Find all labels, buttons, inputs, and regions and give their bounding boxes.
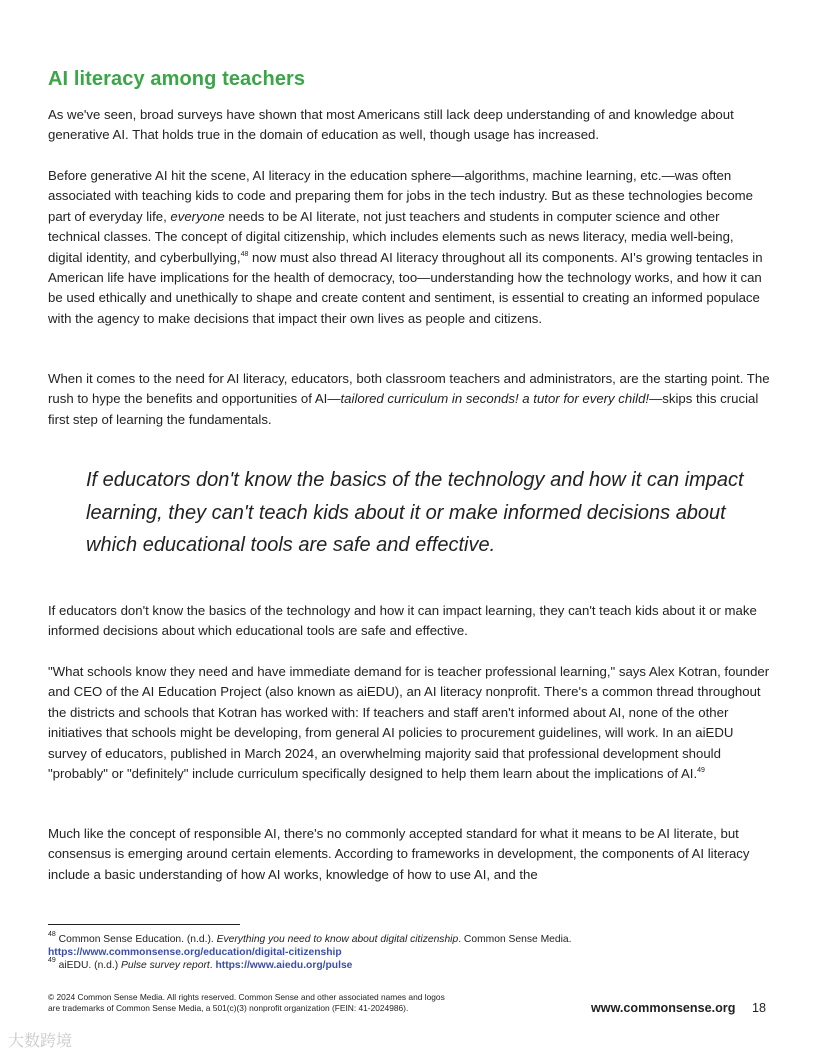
page-number: 18: [752, 1001, 767, 1015]
footer-copyright: © 2024 Common Sense Media. All rights reserved. Common Sense and other associated names and logos are trademarks of Common Sense Media, a 501(c)(3) nonprofit organization (FEIN: 41-2024986).: [48, 992, 445, 1013]
footnote-divider: [48, 924, 240, 925]
watermark: 大数跨境: [8, 1031, 73, 1050]
paragraph-educators-basics: If educators don't know the basics of the technology and how it can impact learning, they can't teach kids about it or make informed decisions about which educational tools are safe and effective.: [48, 603, 757, 639]
footnote-48-link[interactable]: https://www.commonsense.org/education/digital-citizenship: [48, 947, 342, 958]
pull-quote: If educators don't know the basics of the technology and how it can impact learning, they can't teach kids about it or make informed decisions about which educational tools are safe and effective.: [86, 469, 744, 556]
footer-website-link[interactable]: www.commonsense.org: [591, 1001, 736, 1015]
footnote-ref-48[interactable]: 48: [240, 250, 249, 258]
footnote-48: $^{48}$ Common Sense Education. (n.d.). Everything you need to know about digital citizenship. Common Sense Media. https://www.commonsense.org/education/digital-citizenship: [48, 931, 572, 958]
section-heading: AI literacy among teachers: [48, 68, 306, 90]
footnote-49: $^{49}$ aiEDU. (n.d.) Pulse survey report. https://www.aiedu.org/pulse: [48, 957, 353, 971]
paragraph-kotran-quote: "What schools know they need and have immediate demand for is teacher professional learning," says Alex Kotran, founder and CEO of the AI Education Project (also known as aiEDU), an AI literacy nonprofit. There's a common thread throughout the districts and schools that Kotran has worked with: If teachers and staff aren't informed about AI, none of the other initiatives that schools might be developing, from general AI policies to procurement guidelines, will work. In an aiEDU survey of educators, published in March 2024, an overwhelming majority said that professional development should "probably" or "definitely" include curriculum specifically designed to help them learn about the implications of AI.$^{49}$: [48, 664, 770, 782]
footnote-ref-49[interactable]: 49: [697, 767, 705, 775]
paragraph-intro: As we've seen, broad surveys have shown that most Americans still lack deep understanding of and knowledge about generative AI. That holds true in the domain of education as well, though usage has increased.: [48, 107, 734, 143]
paragraph-responsible-ai: Much like the concept of responsible AI, there's no commonly accepted standard for what it means to be AI literate, but consensus is emerging around certain elements. According to frameworks in development, the components of AI literacy include a basic understanding of how AI works, knowledge of how to use AI, and the: [48, 826, 750, 882]
paragraph-before-genai: Before generative AI hit the scene, AI literacy in the education sphere—algorithms, machine learning, etc.—was often associated with teaching kids to code and preparing them for jobs in the tech industry. But as these technologies become part of everyday life, everyone needs to be AI literate, not just teachers and students in computer science and other technical classes. The concept of digital citizenship, which includes elements such as news literacy, media well-being, digital identity, and cyberbullying,$^{48}$ now must also thread AI literacy throughout all its components. AI's growing tentacles in American life have implications for the health of democracy, too—understanding how the technology works, and how it can be used ethically and unethically to shape and create content and sentiment, is essential to creating an informed populace with the agency to make decisions that impact their own lives as people and citizens.: [48, 168, 763, 326]
footnote-49-link[interactable]: https://www.aiedu.org/pulse: [215, 960, 353, 971]
paragraph-ai-literacy-need: When it comes to the need for AI literacy, educators, both classroom teachers and administrators, are the starting point. The rush to hype the benefits and opportunities of AI—tailored curriculum in seconds! a tutor for every child!—skips this crucial first step of learning the fundamentals.: [48, 371, 770, 427]
